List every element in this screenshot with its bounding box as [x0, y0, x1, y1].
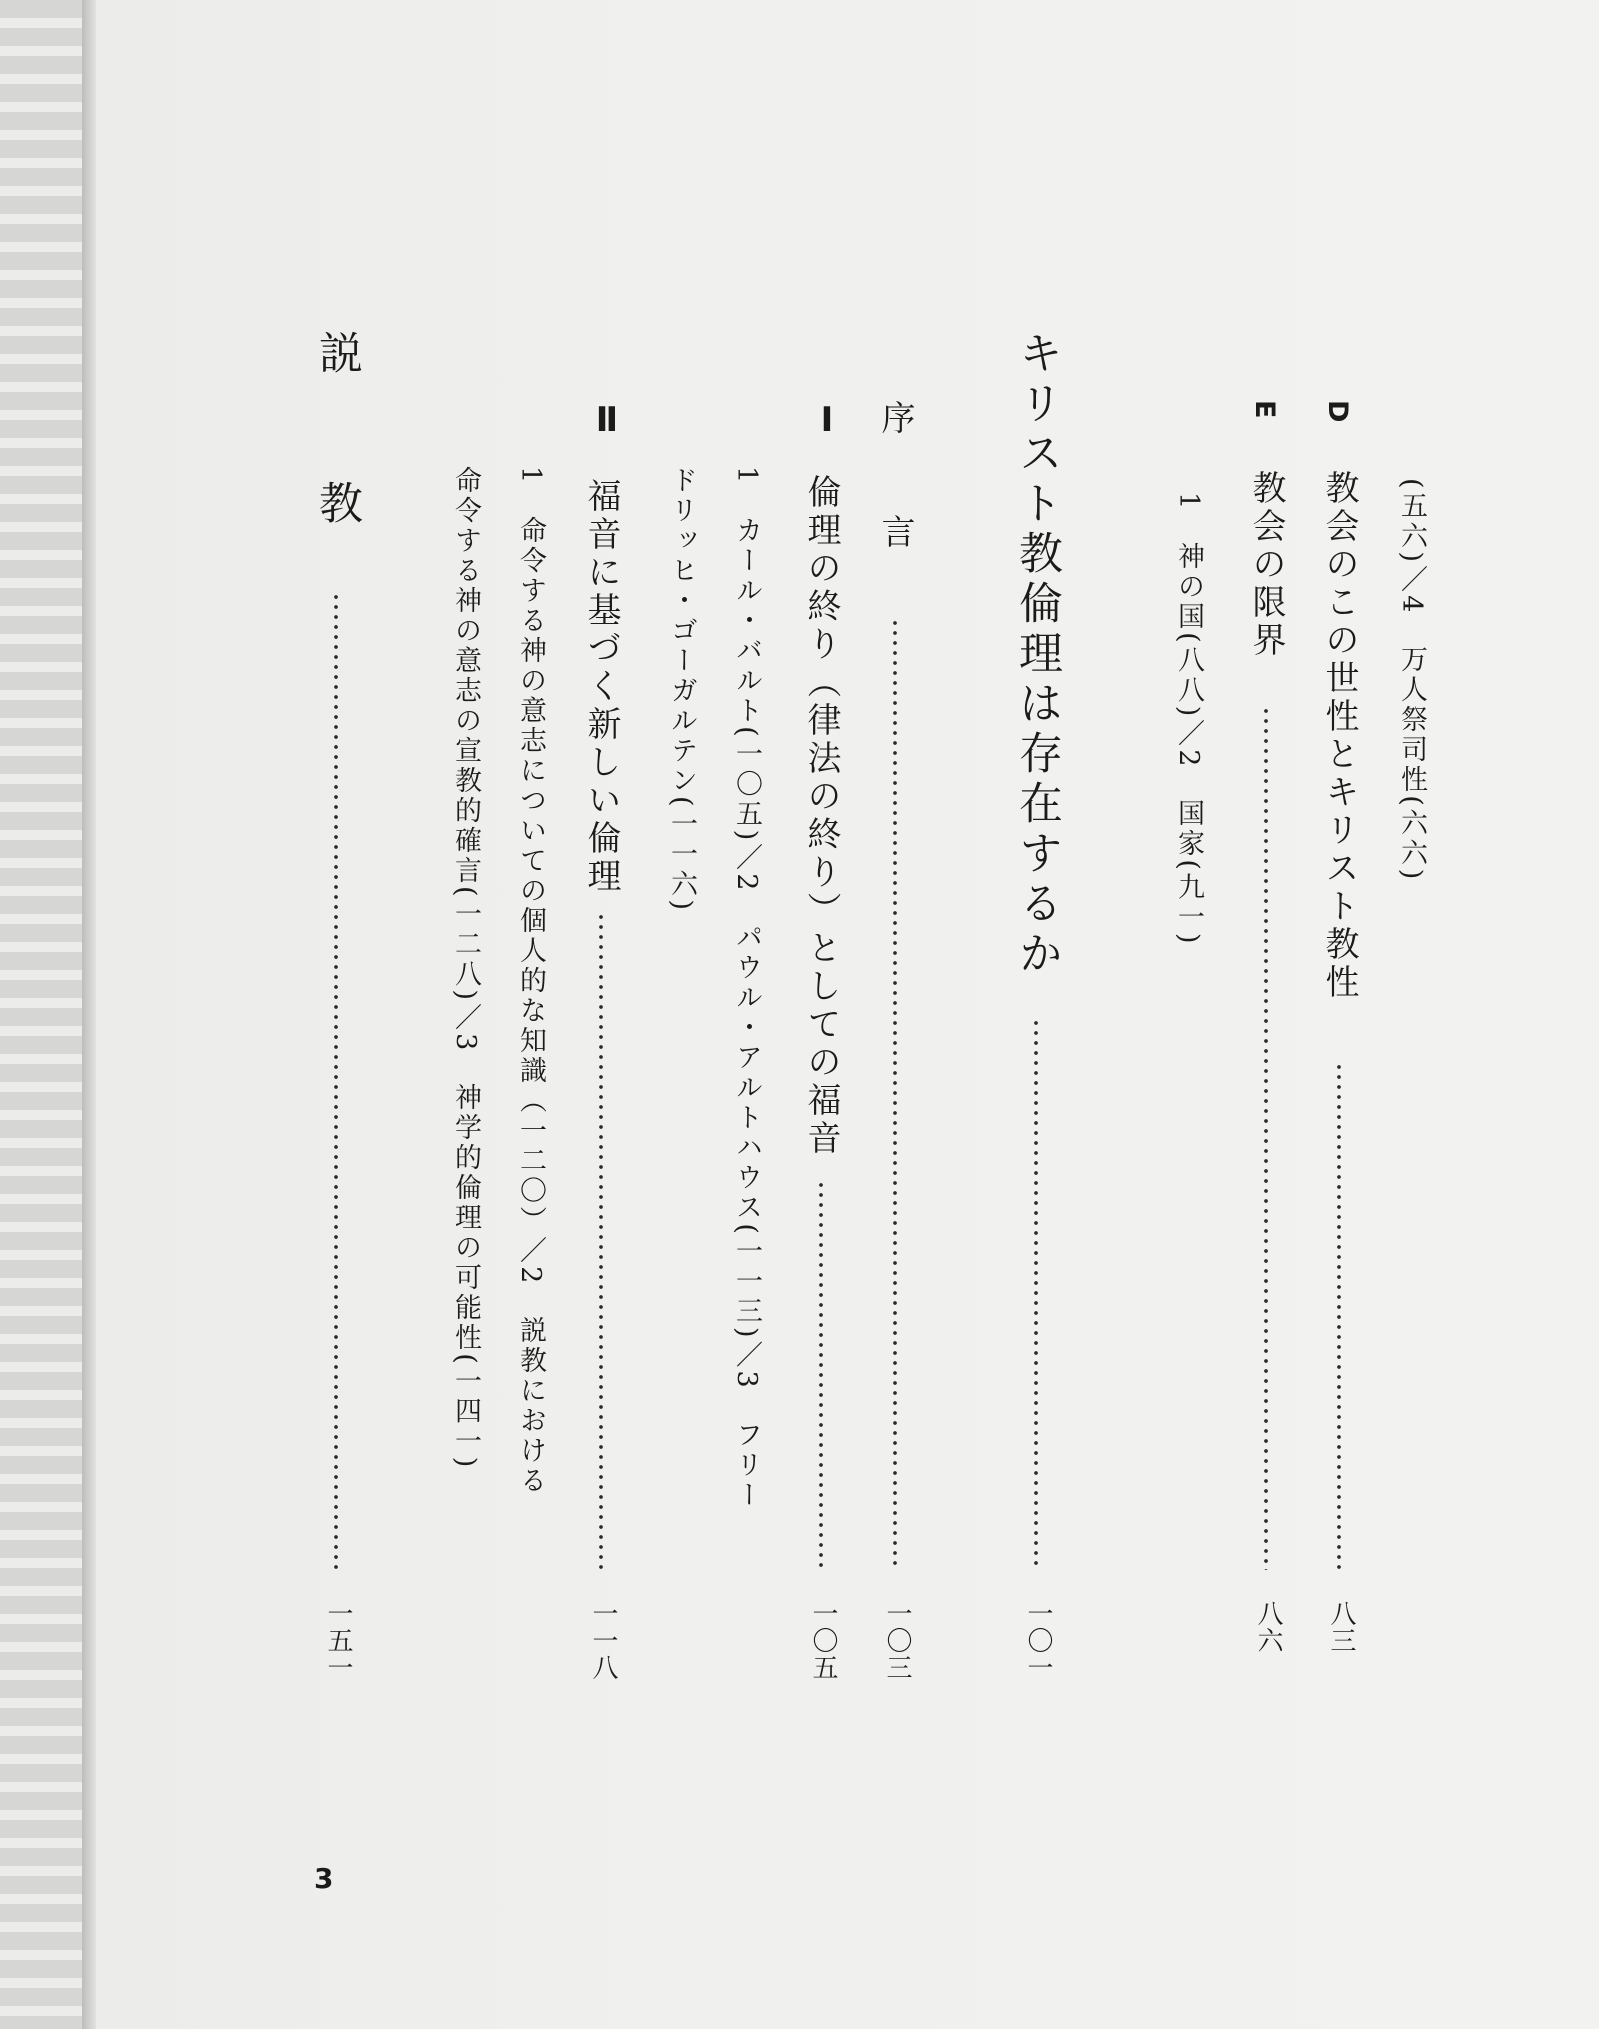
toc-leader-ch2	[599, 912, 603, 1570]
toc-preface-title: 序 言	[875, 400, 915, 552]
toc-page-ch1: 一〇五	[808, 1600, 838, 1681]
gutter-shadow	[82, 0, 96, 2029]
toc-sermon-title: 説 教	[311, 330, 362, 530]
toc-label-d: D	[1322, 400, 1353, 426]
toc-ch1-title: 倫理の終り（律法の終り）としての福音	[801, 474, 841, 1158]
toc-leader-e	[1264, 706, 1268, 1570]
toc-label-e: E	[1249, 400, 1280, 422]
toc-leader-ch1	[819, 1180, 823, 1570]
toc-page-d: 八三	[1326, 1600, 1356, 1654]
toc-ch2-sub-2: 命令する神の意志の宣教的確言(一二八)／3 神学的倫理の可能性(一四一)	[450, 466, 481, 1471]
toc-leader-part	[1034, 1018, 1038, 1570]
toc-entry-d-title: 教会のこの世性とキリスト教性	[1319, 470, 1359, 1002]
toc-leader-sermon	[334, 592, 338, 1570]
toc-ch1-sub-2: ドリッヒ・ゴーガルテン(一一六)	[666, 466, 697, 914]
toc-page-part: 一〇一	[1023, 1600, 1053, 1681]
book-page	[96, 0, 1599, 2029]
toc-ch2-title: 福音に基づく新しい倫理	[581, 478, 621, 896]
toc-ch1-sub-1: 1 カール・バルト(一〇五)／2 パウル・アルトハウス(一一三)／3 フリー	[731, 466, 762, 1511]
toc-page-sermon: 一五一	[323, 1600, 353, 1681]
page-number: 3	[314, 1862, 334, 1895]
book-binding	[0, 0, 82, 2029]
toc-page-preface: 一〇三	[882, 1600, 912, 1681]
toc-entry-e-title: 教会の限界	[1246, 470, 1286, 660]
toc-leader-d	[1337, 1062, 1341, 1570]
toc-sub-e: 1 神の国(八八)／2 国家(九一)	[1173, 492, 1204, 947]
toc-page-e: 八六	[1253, 1600, 1283, 1654]
toc-part-title: キリスト教倫理は存在するか	[1011, 330, 1062, 980]
toc-page-ch2: 一一八	[588, 1600, 618, 1681]
toc-line-continuation: (五六)／4 万人祭司性(六六)	[1396, 478, 1427, 883]
toc-label-ch1: Ⅰ	[807, 400, 847, 444]
toc-label-ch2: Ⅱ	[587, 400, 627, 444]
toc-leader-preface	[893, 618, 897, 1570]
toc-ch2-sub-1: 1 命令する神の意志についての個人的な知識（一二〇）／2 説教における	[515, 466, 546, 1497]
